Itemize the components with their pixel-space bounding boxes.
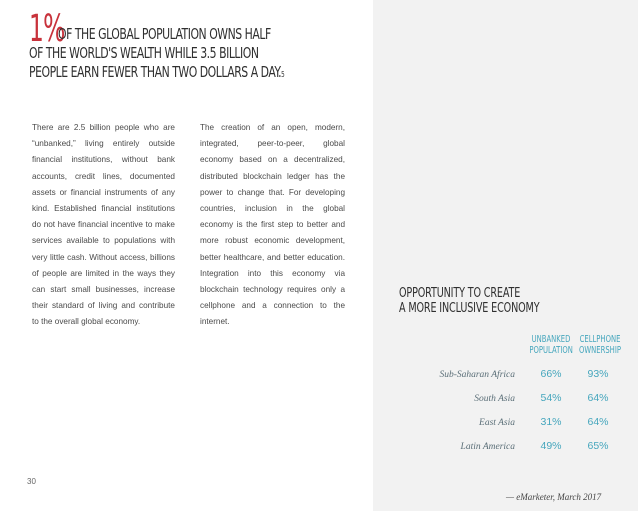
headline-line-3-text: PEOPLE EARN FEWER THAN TWO DOLLARS A DAY.	[29, 63, 282, 81]
cellphone-value: 93%	[587, 368, 609, 380]
headline-line-2: OF THE WORLD'S WEALTH WHILE 3.5 BILLION	[29, 44, 259, 62]
unbanked-value: 49%	[540, 440, 562, 452]
region-label: South Asia	[474, 394, 515, 404]
cellphone-value: 64%	[587, 416, 609, 428]
cellphone-value: 65%	[587, 440, 609, 452]
region-label: Sub-Saharan Africa	[439, 370, 515, 380]
sidebar-title-line-2: A MORE INCLUSIVE ECONOMY	[399, 301, 540, 316]
sidebar-title	[399, 286, 589, 316]
headline	[29, 7, 329, 82]
unbanked-value: 66%	[540, 368, 562, 380]
cellphone-value: 64%	[587, 392, 609, 404]
source-citation: — eMarketer, March 2017	[506, 492, 602, 502]
sidebar-panel	[373, 0, 638, 511]
column-header-unbanked-line-2: POPULATION	[529, 345, 573, 356]
page-number: 30	[27, 477, 36, 486]
column-header-cellphone	[570, 334, 630, 356]
headline-line-1: OF THE GLOBAL POPULATION OWNS HALF	[58, 25, 271, 43]
footnote-ref: 5	[281, 70, 285, 79]
unbanked-value: 54%	[540, 392, 562, 404]
unbanked-value: 31%	[540, 416, 562, 428]
sidebar-title-line-1: OPPORTUNITY TO CREATE	[399, 286, 521, 301]
region-label: Latin America	[460, 442, 515, 452]
headline-percent: 1%	[29, 7, 65, 50]
body-column-1: There are 2.5 billion people who are “unbanked,” living entirely outside financial institutions, without bank accounts, credit lines, documented assets or financial instruments of any kind. Established financial institutions do not have financial incentive to make services available to populations with very little cash. Without access, billions of people are limited in the ways they can start small businesses, increase their standard of living and contribute to the overall global economy.	[32, 123, 175, 327]
headline-line-3	[29, 63, 285, 82]
column-header-unbanked-line-1: UNBANKED	[531, 334, 571, 345]
column-header-cellphone-line-1: CELLPHONE	[579, 334, 621, 345]
region-label: East Asia	[479, 418, 515, 428]
column-header-cellphone-line-2: OWNERSHIP	[579, 345, 621, 356]
body-column-2: The creation of an open, modern, integrated, peer-to-peer, global economy based on a decentralized, distributed blockchain ledger has the power to change that. For developing countries, inclusion in the global economy is the first step to better and more robust economic development, better healthcare, and better education. Integration into this economy via blockchain technology requires only a cellphone and a connection to the internet.	[200, 123, 345, 327]
